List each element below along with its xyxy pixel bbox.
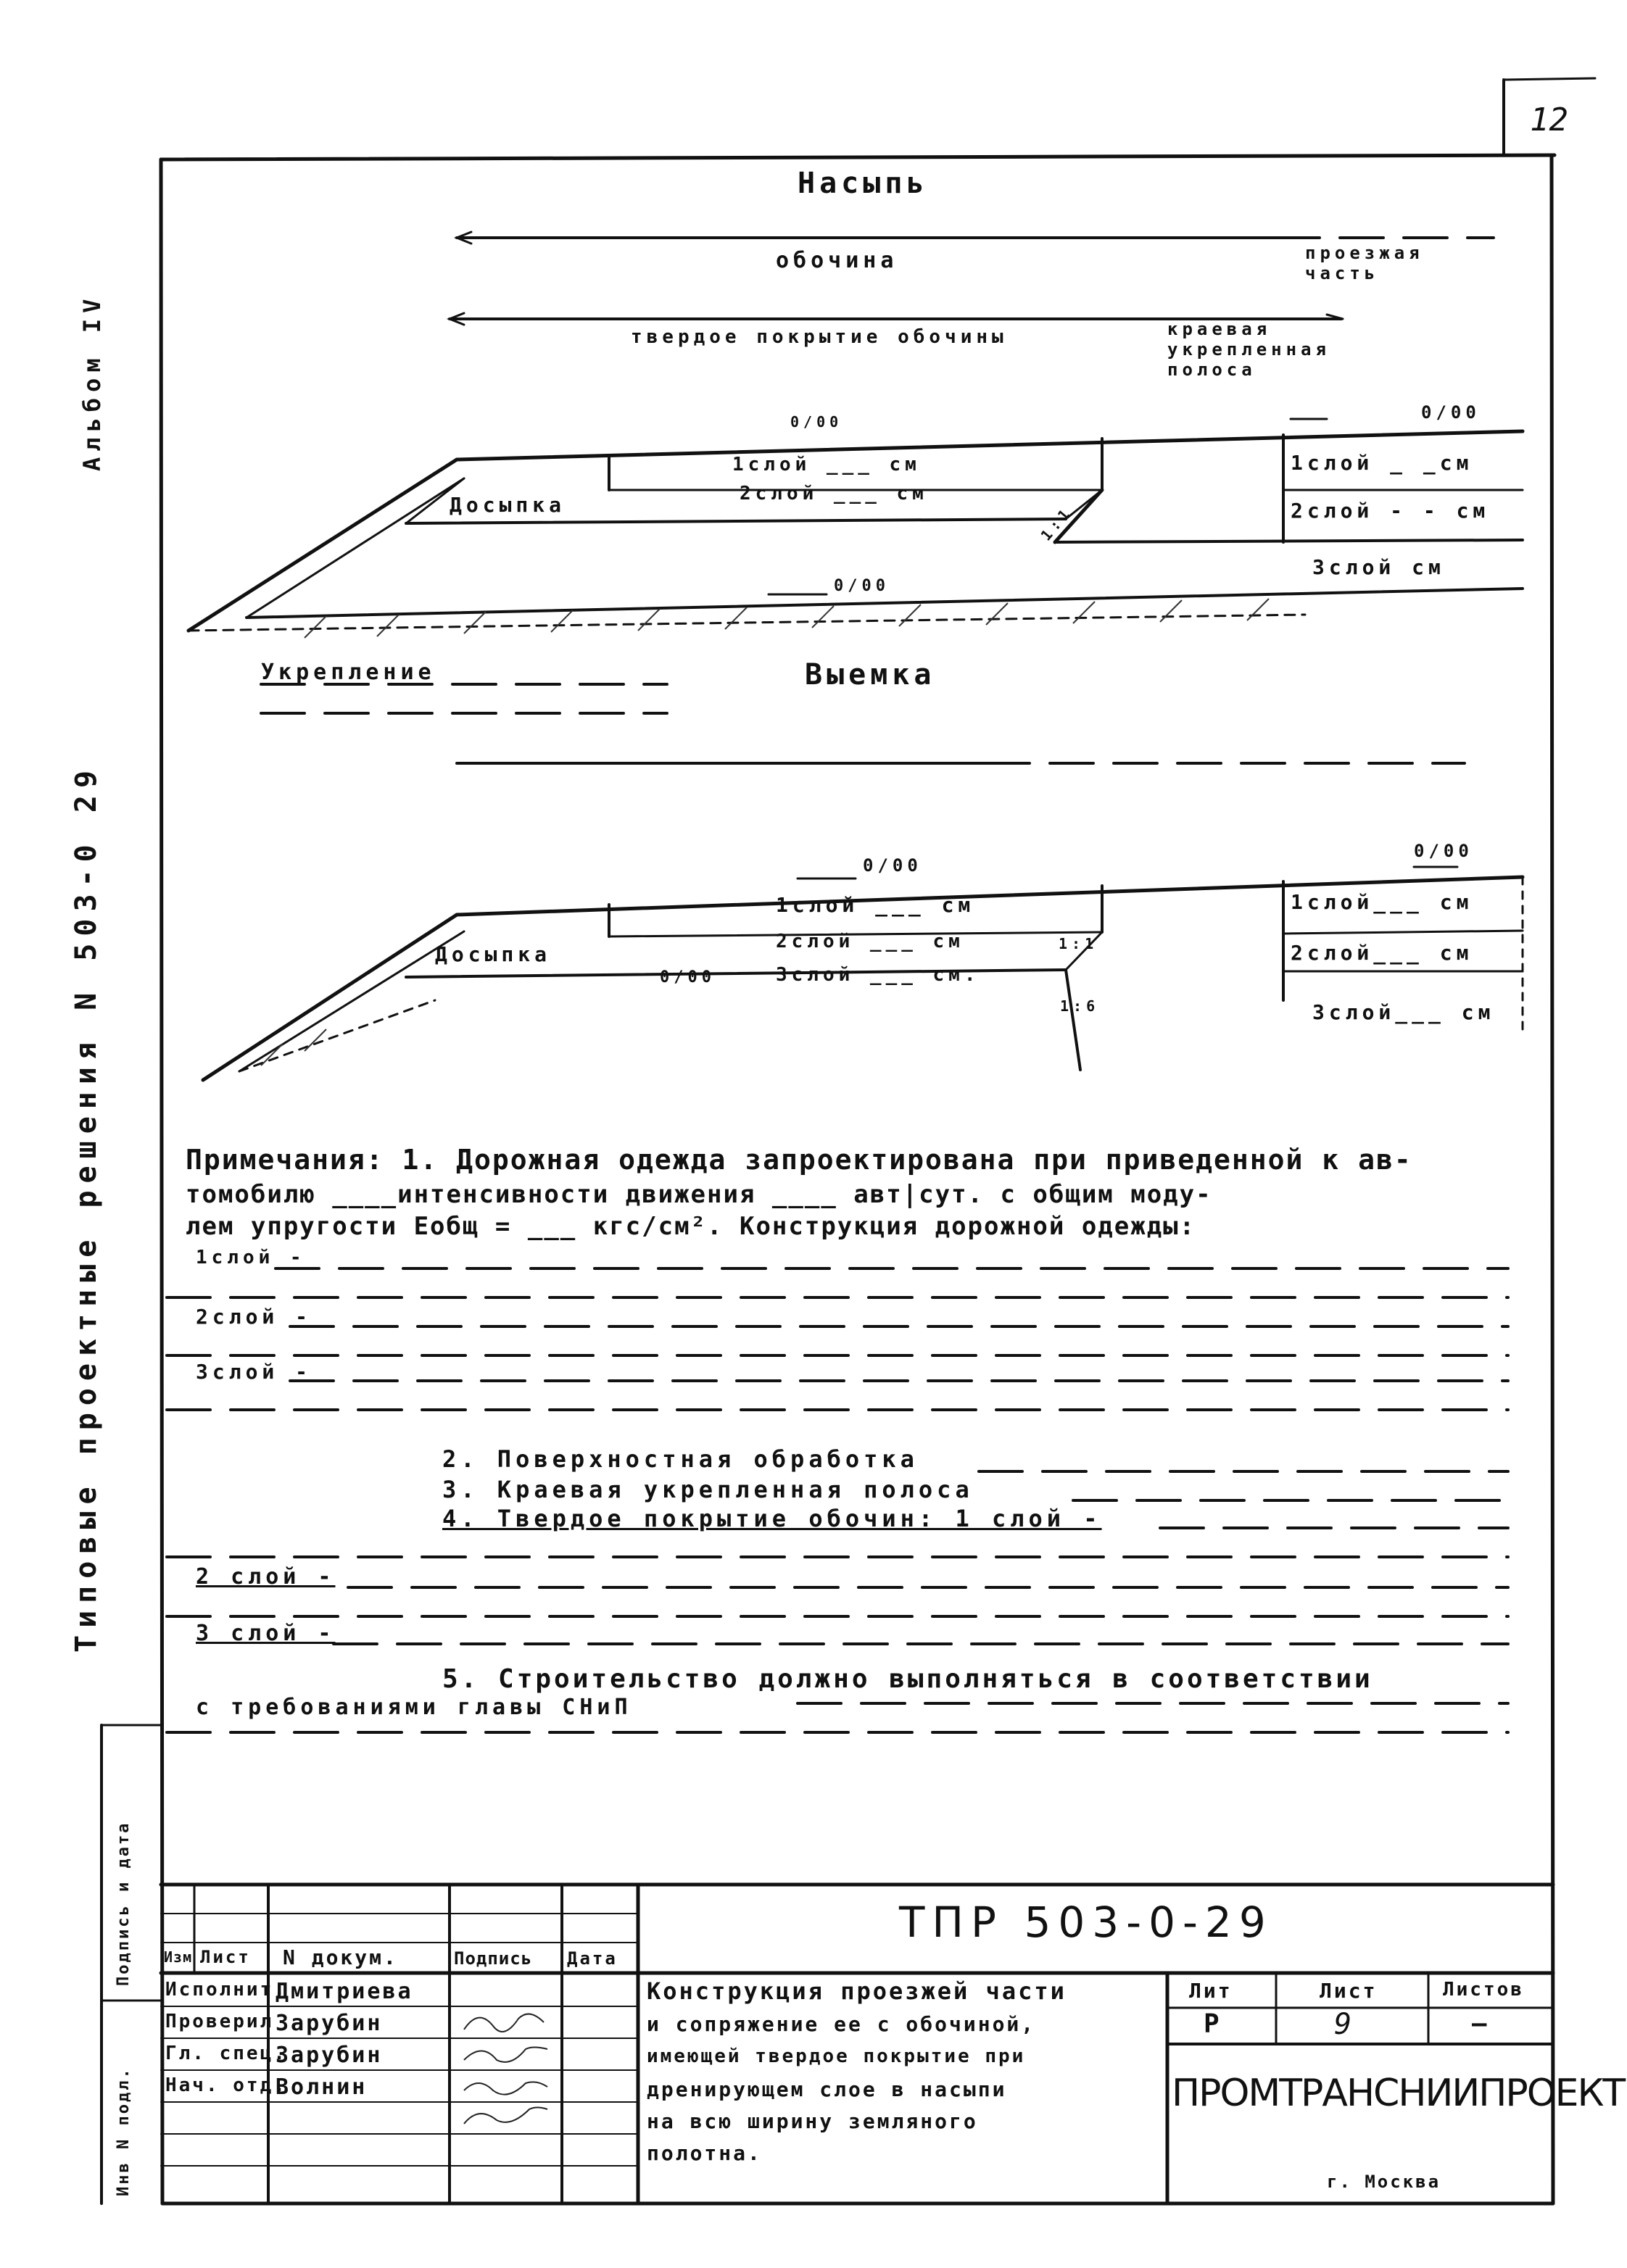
layer3-label-2: 3слой ___ см.	[776, 964, 980, 986]
right-layer2-2: 2слой___ см	[1291, 941, 1473, 965]
organization: ПРОМТРАНСНИИПРОЕКТ	[1172, 2072, 1625, 2115]
slope-top-1: 0/00	[790, 413, 843, 431]
right-layer1-1: 1слой _ _см	[1291, 451, 1473, 475]
strengthening-label: Укрепление	[261, 660, 436, 685]
header-izm: Изм	[164, 1948, 193, 1966]
layer2-label-1: 2слой ___ см	[740, 483, 928, 504]
city: г. Москва	[1327, 2172, 1441, 2192]
lit-value: Р	[1204, 2009, 1222, 2039]
doc-code: ТПР 503-0-29	[899, 1898, 1273, 1947]
embankment-title: Насыпь	[798, 167, 929, 200]
note2: 2. Поверхностная обработка	[442, 1445, 919, 1473]
row-name-2: Зарубин	[276, 2011, 383, 2036]
lit-label: Лит	[1189, 1979, 1233, 2003]
series-label: Типовые проектные решения N 503-0 29	[70, 763, 103, 1653]
note1-line3: лем упругости Еобщ = ___ кгс/см². Конструкция дорожной одежды:	[186, 1212, 1196, 1241]
note3: 3. Краевая укрепленная полоса	[442, 1476, 974, 1503]
right-layer3-1: 3слой см	[1312, 555, 1445, 579]
fill-label-2: Досыпка	[435, 942, 552, 966]
header-data: Дата	[567, 1948, 618, 1969]
note5-line1: 5. Строительство должно выполняться в соответствии	[442, 1664, 1373, 1694]
sheets-label: Листов	[1443, 1979, 1524, 2001]
note1-line2: томобилю ____интенсивности движения ____ авт|сут. с общим моду-	[186, 1180, 1212, 1209]
header-podpis: Подпись	[454, 1948, 533, 1969]
row-role-4: Нач. отд.	[165, 2074, 287, 2096]
layer2-label-2: 2слой ___ см	[776, 931, 964, 952]
row-role-1: Исполнит.	[165, 1979, 287, 2001]
carriageway-label: проезжая часть	[1305, 243, 1424, 283]
row-name-4: Волнин	[276, 2074, 368, 2100]
podpis-label: Подпись и дата	[115, 1821, 133, 1986]
ratio2-label-2: 1:6	[1060, 997, 1100, 1015]
layer1-label-2: 1слой ___ см	[776, 893, 975, 917]
page-number: 12	[1530, 101, 1568, 138]
cut-title: Выемка	[805, 658, 936, 691]
ratio-label-1: 1:1	[1037, 502, 1076, 544]
sheet-value: 9	[1334, 2008, 1354, 2041]
description-line-6: полотна.	[647, 2141, 762, 2165]
hard-shoulder-label: твердое покрытие обочины	[631, 326, 1008, 348]
right-layer3-2: 3слой___ см	[1312, 1000, 1495, 1024]
note1-line1: Примечания: 1. Дорожная одежда запроектирована при приведенной к ав-	[186, 1144, 1412, 1176]
note5-line2: с требованиями главы СНиП	[196, 1695, 632, 1720]
note-layer1: 1слой -	[196, 1247, 306, 1268]
fill-label-1: Досыпка	[450, 493, 566, 517]
note-layer2: 2слой -	[196, 1305, 312, 1329]
signatures	[464, 2014, 547, 2124]
note-layer3: 3слой -	[196, 1360, 312, 1384]
slope-right-2: 0/00	[1414, 841, 1473, 861]
row-role-3: Гл. спец.	[165, 2043, 287, 2064]
sheet-label: Лист	[1320, 1979, 1378, 2003]
row-role-2: Проверил	[165, 2011, 274, 2032]
description-line-4: дренирующем слое в насыпи	[647, 2077, 1007, 2101]
description-line-5: на всю ширину земляного	[647, 2109, 978, 2133]
shoulder-label: обочина	[776, 248, 898, 273]
right-layer1-2: 1слой___ см	[1291, 890, 1473, 914]
slope-mid-2: 0/00	[660, 968, 716, 986]
description-line-2: и сопряжение ее с обочиной,	[647, 2012, 1036, 2036]
description-line-1: Конструкция проезжей части	[647, 1977, 1067, 2005]
layer1-label-1: 1слой ___ см	[732, 454, 921, 475]
ratio1-label-2: 1:1	[1059, 935, 1098, 952]
header-list: Лист	[200, 1947, 251, 1967]
slope-right-1: 0/00	[1421, 402, 1481, 423]
slope-bottom-1: 0/00	[834, 577, 890, 595]
header-ndoc: N докум.	[283, 1945, 398, 1969]
sheets-value: —	[1472, 2009, 1489, 2038]
inv-podl-label: Инв N подл.	[115, 2066, 133, 2196]
row-name-3: Зарубин	[276, 2043, 383, 2068]
description-line-3: имеющей твердое покрытие при	[647, 2045, 1026, 2067]
slope-top-2: 0/00	[863, 855, 922, 876]
note4: 4. Твердое покрытие обочин: 1 слой -	[442, 1505, 1102, 1532]
row-name-1: Дмитриева	[276, 1979, 413, 2004]
right-layer2-1: 2слой - - см	[1291, 499, 1490, 523]
note-shoulder-layer2: 2 слой -	[196, 1564, 336, 1590]
note-shoulder-layer3: 3 слой -	[196, 1621, 336, 1646]
album-label: Альбом IV	[78, 293, 106, 471]
edge-strip-label: краевая укрепленная полоса	[1167, 319, 1330, 380]
